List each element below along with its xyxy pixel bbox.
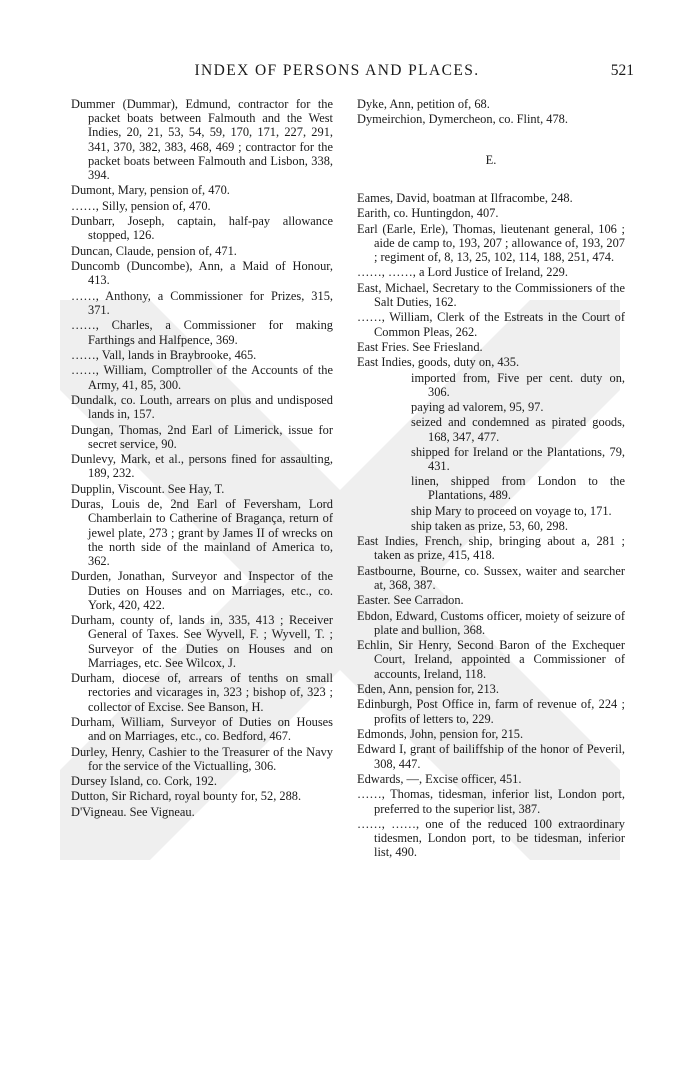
index-entry: ……, Anthony, a Commissioner for Prizes, 315, 371. (71, 288, 333, 317)
index-entry: Dumont, Mary, pension of, 470. (71, 183, 230, 198)
index-entry: Echlin, Sir Henry, Second Baron of the Exchequer Court, Ireland, appointed a Commissioner of accounts, Ireland, 118. (357, 638, 625, 681)
index-entry: Duncomb (Duncombe), Ann, a Maid of Honour, 413. (71, 259, 333, 288)
index-subentry: ship Mary to proceed on voyage to, 171. (411, 503, 612, 518)
index-entry: ……, Charles, a Commissioner for making Farthings and Halfpence, 369. (71, 318, 333, 347)
index-entry: Dundalk, co. Louth, arrears on plus and undisposed lands in, 157. (71, 392, 333, 422)
index-entry: Duncan, Claude, pension of, 471. (71, 243, 237, 258)
index-entry: Earl (Earle, Erle), Thomas, lieutenant general, 106 ; aide de camp to, 193, 207 ; allowance of, 193, 207 ; regiment of, 8, 13, 25, 102, 114, 188, 251, 474. (357, 221, 625, 264)
index-subentry: linen, shipped from London to the Plantations, 489. (411, 474, 625, 503)
index-entry: Dymeirchion, Dymercheon, co. Flint, 478. (357, 112, 568, 127)
index-entry: East Indies, French, ship, bringing about a, 281 ; taken as prize, 415, 418. (357, 533, 625, 563)
index-entry: Edward I, grant of bailiffship of the honor of Peveril, 308, 447. (357, 742, 625, 771)
page-header (40, 62, 634, 84)
index-entry: Durham, diocese of, arrears of tenths on small rectories and vicarages in, 323 ; bishop of, 323 ; collector of Excise. See Banson, H. (71, 671, 333, 714)
index-entry: Durham, county of, lands in, 335, 413 ; Receiver General of Taxes. See Wyvell, F. ; Wyvell, T. ; Surveyor of the Duties on Houses and on Marriages, etc. See Wilcox, J. (71, 613, 333, 670)
index-entry: East Fries. See Friesland. (357, 339, 483, 354)
index-entry: Eastbourne, Bourne, co. Sussex, waiter and searcher at, 368, 387. (357, 563, 625, 592)
index-entry: ……, Thomas, tidesman, inferior list, London port, preferred to the superior list, 387. (357, 787, 625, 816)
index-entry: Dungan, Thomas, 2nd Earl of Limerick, issue for secret service, 90. (71, 422, 333, 451)
left-column (71, 97, 333, 820)
index-entry: D'Vigneau. See Vigneau. (71, 804, 195, 819)
index-entry: Easter. See Carradon. (357, 593, 464, 608)
index-entry: Durham, William, Surveyor of Duties on Houses and on Marriages, etc., co. Bedford, 467. (71, 714, 333, 744)
index-entry: Dyke, Ann, petition of, 68. (357, 97, 490, 111)
index-entry: Dutton, Sir Richard, royal bounty for, 52, 288. (71, 789, 302, 804)
index-entry: Durley, Henry, Cashier to the Treasurer of the Navy for the service of the Victualling, 306. (71, 744, 333, 773)
index-subentry: seized and condemned as pirated goods, 168, 347, 477. (411, 415, 625, 444)
index-subentry: imported from, Five per cent. duty on, 306. (411, 370, 625, 399)
index-entry: ……, Silly, pension of, 470. (71, 198, 211, 213)
index-entry: Dupplin, Viscount. See Hay, T. (71, 481, 225, 496)
index-entry: ……, ……, a Lord Justice of Ireland, 229. (357, 265, 568, 280)
index-entry: Dursey Island, co. Cork, 192. (71, 774, 217, 789)
index-entry: East Indies, goods, duty on, 435. (357, 355, 520, 370)
right-column (357, 97, 625, 861)
index-entry: ……, ……, one of the reduced 100 extraordinary tidesmen, London port, to be tidesman, inferior list, 490. (357, 816, 625, 860)
index-entry: ……, Vall, lands in Braybrooke, 465. (71, 347, 257, 362)
running-title: INDEX OF PERSONS AND PLACES. (194, 62, 480, 79)
index-entry: Ebdon, Edward, Customs officer, moiety of seizure of plate and bullion, 368. (357, 608, 625, 637)
index-entry: Edmonds, John, pension for, 215. (357, 726, 524, 741)
index-entry: Eden, Ann, pension for, 213. (357, 681, 499, 696)
index-entry: Edwards, —, Excise officer, 451. (357, 771, 522, 786)
index-entry: Duras, Louis de, 2nd Earl of Feversham, Lord Chamberlain to Catherine of Bragança, return of jewel plate, 273 ; grant by James II of wrecks on the north side of the mainland of America to, 362. (71, 497, 333, 568)
index-entry: Dunbarr, Joseph, captain, half-pay allowance stopped, 126. (71, 214, 333, 243)
index-entry: ……, William, Clerk of the Estreats in the Court of Common Pleas, 262. (357, 310, 625, 339)
index-subentry: ship taken as prize, 53, 60, 298. (411, 518, 568, 533)
section-letter: E. (485, 152, 497, 167)
index-entry: Dunlevy, Mark, et al., persons fined for assaulting, 189, 232. (71, 452, 333, 481)
index-entry: Earith, co. Huntingdon, 407. (357, 206, 499, 221)
index-subentry: shipped for Ireland or the Plantations, 79, 431. (411, 444, 625, 473)
index-entry: Dummer (Dummar), Edmund, contractor for the packet boats between Falmouth and the West Indies, 20, 21, 53, 54, 59, 170, 171, 227, 291, 341, 370, 382, 383, 468, 469 ; contractor for the packet boats between Falmouth and Lisbon, 338, 394. (71, 97, 333, 183)
page-number: 521 (610, 62, 634, 79)
index-entry: Eames, David, boatman at Ilfracombe, 248. (357, 190, 573, 205)
index-subentry: paying ad valorem, 95, 97. (411, 400, 544, 415)
index-entry: Edinburgh, Post Office in, farm of revenue of, 224 ; profits of letters to, 229. (357, 697, 625, 726)
index-entry: East, Michael, Secretary to the Commissioners of the Salt Duties, 162. (357, 280, 625, 309)
index-entry: Durden, Jonathan, Surveyor and Inspector of the Duties on Houses and on Marriages, etc., co. York, 420, 422. (71, 569, 333, 612)
index-entry: ……, William, Comptroller of the Accounts of the Army, 41, 85, 300. (71, 363, 333, 392)
